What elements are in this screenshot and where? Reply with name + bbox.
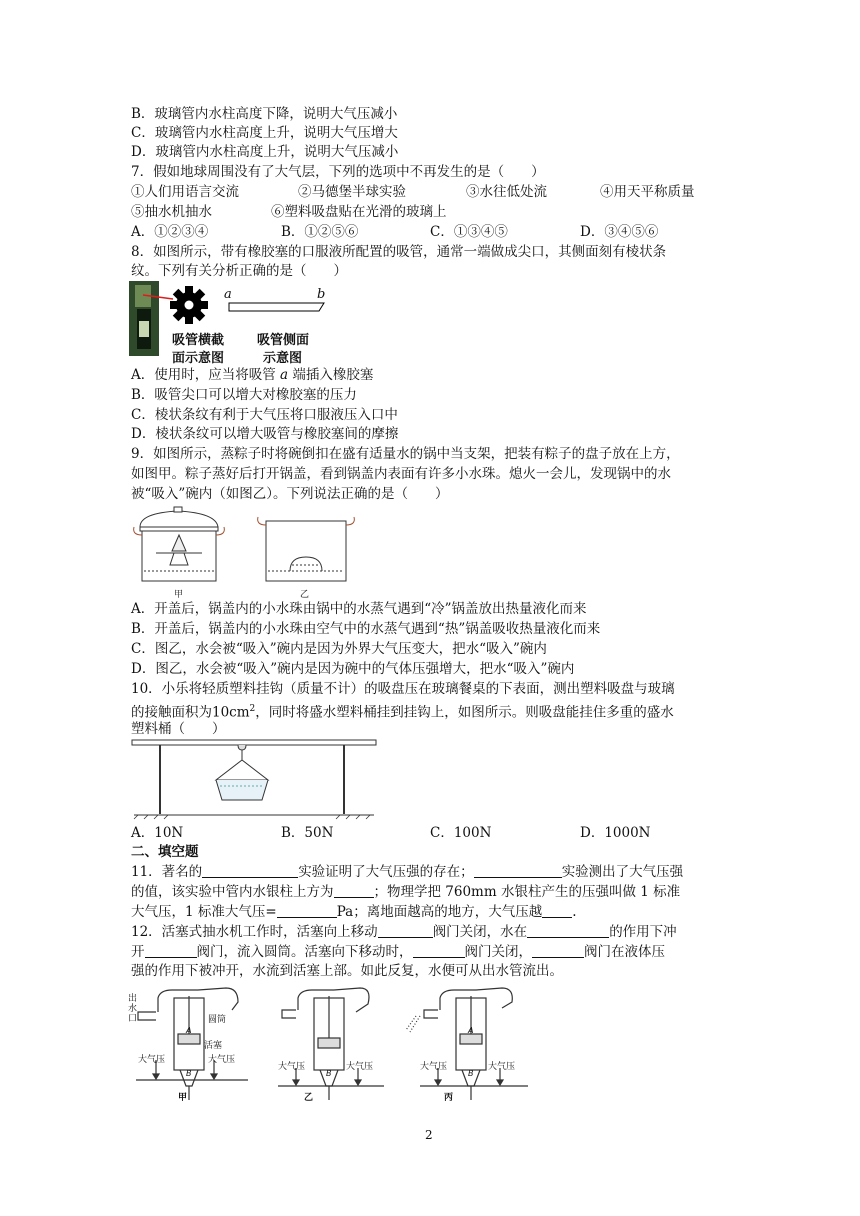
q7-option-c: C．①③④⑤ [430, 224, 508, 240]
straw-label-a: a [224, 287, 232, 302]
q12-line-3: 强的作用下被冲开，水流到活塞上部。如此反复，水便可从出水管流出。 [131, 963, 563, 979]
pump-jia-air-left: 大气压 [138, 1055, 166, 1065]
pump-jia-air-right: 大气压 [208, 1055, 236, 1065]
section-heading-fill-in: 二、填空题 [131, 844, 199, 860]
pump-piston-label: 活塞 [204, 1041, 223, 1051]
pump-label-jia: 甲 [178, 1093, 188, 1103]
q9-option-d: D．图乙，水会被“吸入”碗内是因为碗中的气体压强增大，把水“吸入”碗内 [131, 661, 575, 677]
q9-option-a: A．开盖后，锅盖内的小水珠由锅中的水蒸气遇到“冷”锅盖放出热量液化而来 [131, 601, 587, 617]
pump-jia [136, 988, 248, 1100]
q6-option-c: C．玻璃管内水柱高度上升，说明大气压增大 [131, 125, 398, 141]
pump-yi [278, 988, 384, 1100]
pot-jia [134, 507, 225, 581]
pump-yi-air-left: 大气压 [278, 1062, 306, 1072]
q9-stem-1: 9．如图所示，蒸粽子时将碗倒扣在盛有适量水的锅中当支架，把装有粽子的盘子放在上方， [131, 446, 680, 462]
q8-option-b: B．吸管尖口可以增大对橡胶塞的压力 [131, 387, 357, 403]
pot-label-yi: 乙 [300, 590, 310, 600]
q8-option-d: D．棱状条纹可以增大吸管与橡胶塞间的摩擦 [131, 426, 399, 442]
pump-yi-valve-b: B [326, 1069, 332, 1078]
pump-jia-valve-a: A [186, 1026, 192, 1035]
straw-label-b: b [317, 287, 326, 302]
q10-option-b: B．50N [281, 825, 334, 841]
q7-item-3: ③水往低处流 [466, 184, 547, 200]
q7-item-2: ②马德堡半球实验 [298, 184, 406, 200]
straw-cross-caption-2: 面示意图 [172, 351, 225, 366]
q10-stem-3: 塑料桶（ ） [131, 721, 226, 737]
q10-option-a: A．10N [131, 825, 184, 841]
q11-line-1: 11．著名的 实验证明了大气压强的存在； 实验测出了大气压强 [131, 864, 684, 880]
q7-option-d: D．③④⑤⑥ [580, 224, 659, 240]
q7-stem: 7．假如地球周围没有了大气层，下列的选项中不再发生的是（ ） [131, 164, 545, 180]
q11-line-3: 大气压，1 标准大气压= Pa；离地面越高的地方，大气压越 . [131, 904, 577, 920]
pump-outlet-label: 出水口 [128, 994, 138, 1024]
q6-option-d: D．玻璃管内水柱高度上升，说明大气压减小 [131, 144, 399, 160]
q11-line-2: 的值，该实验中管内水银柱上方为 ；物理学把 760mm 水银柱产生的压强叫做 1 标准 [131, 884, 681, 900]
q7-option-a: A．①②③④ [131, 224, 209, 240]
q9-stem-3: 被“吸入”碗内（如图乙）。下列说法正确的是（ ） [131, 486, 449, 502]
straw-cross-caption: 吸管横截 [172, 333, 225, 348]
q8-option-c: C．棱状条纹有利于大气压将口服液压入口中 [131, 407, 398, 423]
q8-option-a: A．使用时，应当将吸管 a 端插入橡胶塞 [131, 367, 374, 383]
q7-item-5: ⑤抽水机抽水 [131, 204, 212, 220]
q9-stem-2: 如图甲。粽子蒸好后打开锅盖，看到锅盖内表面有许多小水珠。熄火一会儿，发现锅中的水 [131, 466, 671, 482]
q10-stem-1: 10．小乐将轻质塑料挂钩（质量不计）的吸盘压在玻璃餐桌的下表面，测出塑料吸盘与玻璃 [131, 681, 675, 697]
pump-bing-air-left: 大气压 [420, 1062, 448, 1072]
pump-bing-valve-a: A [468, 1026, 474, 1035]
q6-option-b: B．玻璃管内水柱高度下降，说明大气压减小 [131, 106, 398, 122]
pot-label-jia: 甲 [174, 590, 184, 600]
table-bucket-figure [130, 738, 380, 820]
q7-item-6: ⑥塑料吸盘贴在光滑的玻璃上 [271, 204, 447, 220]
pot-yi [258, 517, 355, 581]
q12-line-2: 开 阀门，流入圆筒。活塞向下移动时， 阀门关闭， 阀门在液体压 [131, 944, 665, 960]
pump-yi-air-right: 大气压 [346, 1062, 374, 1072]
q10-option-c: C．100N [430, 825, 492, 841]
q10-option-d: D．1000N [580, 825, 651, 841]
pump-bing-valve-b: B [468, 1069, 474, 1078]
q7-option-b: B．①②⑤⑥ [281, 224, 359, 240]
gear-icon [170, 286, 208, 324]
q10-stem-2: 的接触面积为$10cm^2$，同时将盛水塑料桶挂到挂钩上，如图所示。则吸盘能挂住多重的盛水 [131, 704, 674, 721]
pump-label-yi: 乙 [304, 1093, 314, 1103]
pump-jia-valve-b: B [186, 1069, 192, 1078]
pot-figure [128, 505, 368, 600]
straw-figure [129, 281, 339, 366]
q7-item-4: ④用天平称质量 [600, 184, 695, 200]
page-number: 2 [425, 1128, 433, 1142]
pump-bing-air-right: 大气压 [488, 1062, 516, 1072]
pump-label-bing: 丙 [444, 1093, 454, 1103]
pump-figure [128, 982, 548, 1102]
pump-bing [406, 988, 528, 1100]
q9-option-b: B．开盖后，锅盖内的小水珠由空气中的水蒸气遇到“热”锅盖吸收热量液化而来 [131, 621, 601, 637]
q8-stem-2: 纹。下列有关分析正确的是（ ） [131, 263, 347, 279]
q7-item-1: ①人们用语言交流 [131, 184, 239, 200]
straw-side-caption: 吸管侧面 [257, 333, 310, 348]
q9-option-c: C．图乙，水会被“吸入”碗内是因为外界大气压变大，把水“吸入”碗内 [131, 641, 547, 657]
pump-cylinder-label: 圆筒 [208, 1015, 227, 1025]
q8-stem-1: 8．如图所示，带有橡胶塞的口服液所配置的吸管，通常一端做成尖口，其侧面刻有棱状条 [131, 244, 667, 260]
q12-line-1: 12．活塞式抽水机工作时，活塞向上移动 阀门关闭，水在 的作用下冲 [131, 924, 677, 940]
straw-side-caption-2: 示意图 [263, 351, 303, 366]
